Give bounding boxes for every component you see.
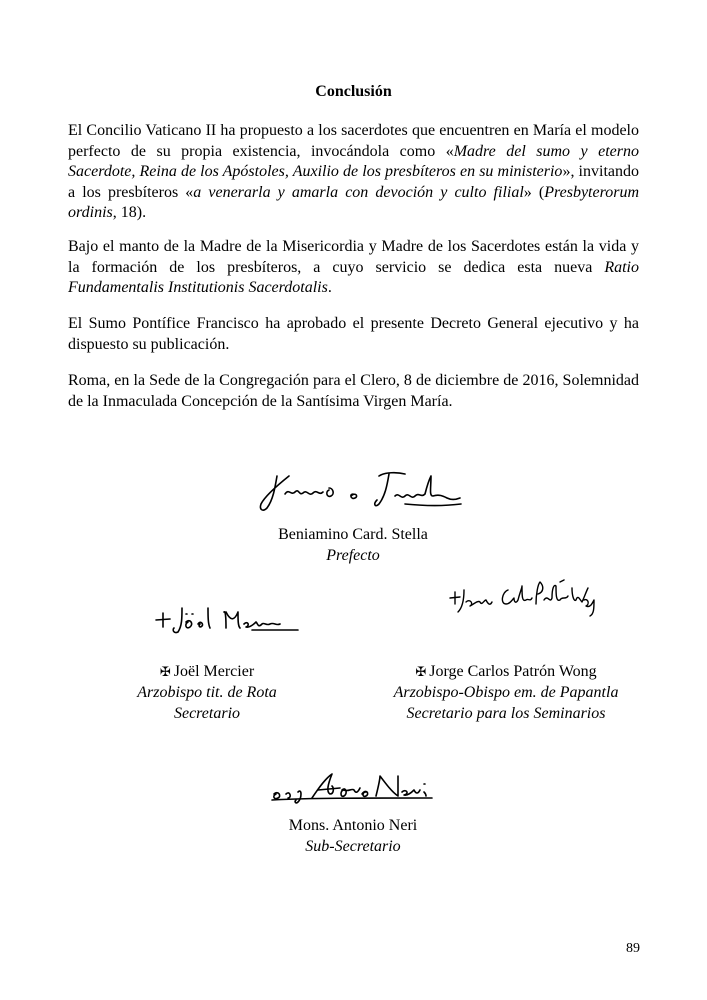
- stella-role: Prefecto: [326, 547, 380, 564]
- page-heading: Conclusión: [315, 83, 392, 100]
- signatory-mercier: [92, 661, 322, 724]
- p1-text-4: , 18).: [112, 204, 147, 221]
- patron-name-line: [356, 661, 656, 682]
- p2-title: Ratio Fundamentalis Institutionis Sacerdotalis: [68, 258, 639, 296]
- p1-text-2: », invitando a los presbíteros «: [68, 163, 639, 201]
- patron-signature: [448, 578, 598, 620]
- page-number: 89: [626, 941, 640, 956]
- patron-role-2: Secretario para los Seminarios: [406, 705, 606, 722]
- signatory-patron: [356, 661, 656, 724]
- signatory-stella: [203, 524, 503, 566]
- p1-quote-2: a venerarla y amarla con devoción y culto filial: [193, 183, 524, 201]
- mercier-name: Joël Mercier: [173, 663, 255, 680]
- neri-signature: [268, 768, 438, 806]
- patron-role-1: Arzobispo-Obispo em. de Papantla: [393, 684, 619, 701]
- mercier-role-2: Secretario: [173, 705, 241, 722]
- stella-signature: [255, 466, 465, 516]
- p1-quote-1: Madre del sumo y eterno Sacerdote, Reina de los Apóstoles, Auxilio de los presbíteros en su ministerio: [68, 142, 639, 180]
- neri-name: Mons. Antonio Neri: [288, 817, 418, 834]
- paragraph-3: El Sumo Pontífice Francisco ha aprobado el presente Decreto General ejecutivo y ha dispuesto su publicación.: [68, 315, 639, 353]
- paragraph-4: Roma, en la Sede de la Congregación para el Clero, 8 de diciembre de 2016, Solemnidad de la Inmaculada Concepción de la Santísima Virgen María.: [68, 372, 639, 410]
- paragraph-2: [68, 237, 639, 299]
- mercier-name-line: [92, 661, 322, 682]
- cross-icon: ✠: [415, 664, 427, 679]
- mercier-signature: [152, 600, 302, 636]
- p1-text-3: » (: [523, 183, 545, 201]
- mercier-role-1: Arzobispo tit. de Rota: [137, 684, 277, 701]
- paragraph-1: [68, 121, 639, 224]
- patron-name: Jorge Carlos Patrón Wong: [429, 663, 597, 680]
- stella-name: Beniamino Card. Stella: [278, 526, 428, 543]
- p2-text-1: Bajo el manto de la Madre de la Misericordia y Madre de los Sacerdotes están la vida y la formación de los presbíteros, a cuyo servicio se dedica esta nueva: [68, 238, 639, 276]
- p1-reference: Presbyterorum ordinis: [68, 183, 640, 221]
- signatory-neri: [203, 815, 503, 857]
- cross-icon: ✠: [159, 664, 171, 679]
- neri-role: Sub-Secretario: [305, 838, 401, 855]
- p1-text-1: El Concilio Vaticano II ha propuesto a los sacerdotes que encuentren en María el modelo perfecto de su propia existencia, invocándola como «: [68, 122, 639, 160]
- p2-text-2: .: [327, 279, 332, 296]
